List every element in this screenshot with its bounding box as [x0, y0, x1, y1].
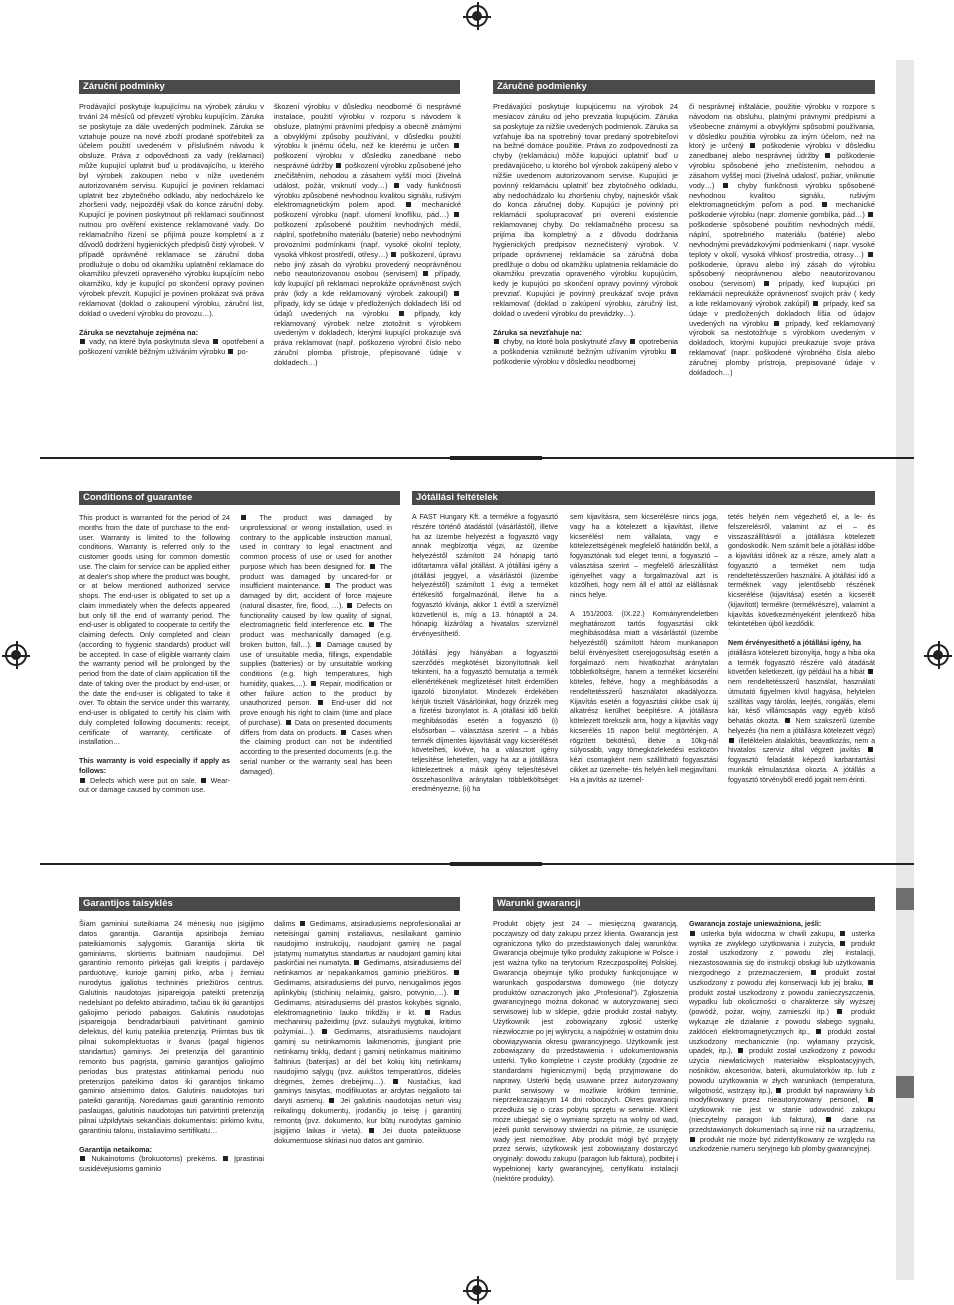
section-text-column — [493, 919, 678, 1193]
bullet-square-icon — [837, 1009, 842, 1014]
section-text-column — [79, 102, 264, 366]
paragraph: Defects which were put on sale. Wear-out or damage caused by common use. — [79, 775, 231, 795]
bullet-square-icon — [822, 202, 827, 207]
bullet-square-icon — [336, 163, 341, 168]
bullet-square-icon — [454, 212, 459, 217]
bullet-square-icon — [80, 778, 85, 783]
bullet-square-icon — [785, 718, 790, 723]
bullet-square-icon — [347, 603, 352, 608]
section-text-column — [689, 919, 875, 1163]
bullet-square-icon — [774, 321, 779, 326]
bullet-square-icon — [311, 681, 316, 686]
section-divider — [40, 863, 914, 865]
registration-mark-bottom — [466, 1279, 488, 1301]
paragraph: Garantija netaikoma: — [79, 1144, 153, 1154]
paragraph: The product was damaged by unprofessional or wrong installation, used in contrary to the applicable instruction manual, used in contrary to legal enactment and common process of use or used for another purpose which has been designed for. The product was damaged by uncared-for or insufficient maintenance. The product was damaged by dirt, accident of force majeure (natural disaster, fire, flood, …). Defects on functionality caused by low quality of signal, electromagnetic field interference etc. The product was mechanically damaged (e.g. broken button, fall…). Damage caused by use of unsuitable media, fillings, expendable supplies (batteries) or by unsuitable working conditions (e.g. high temperatures, high humidity, quakes,…). Repair, modification or other failure action to the product by unauthorized person. End-user did not prove enough his right to claim (time and place of purchase). Data on presented documents differs from data on products. Cases when the claiming product can not be indentified according to the presented documents (e.g. the serial number or the warranty seal has been damaged). — [240, 513, 393, 776]
paragraph: Nem érvényesíthető a jótállási igény, ha — [728, 640, 862, 647]
bullet-square-icon — [826, 1117, 831, 1122]
bullet-square-icon — [825, 153, 830, 158]
section-title-lt: Garantijos taisyklės — [79, 897, 460, 911]
paragraph: chyby, na ktoré bola poskytnuté zľavy opotrebenia a poškodenia vzniknuté bežným užívaním výrobku poškodenie výrobku v dôsledku neodbornej — [493, 337, 678, 367]
bullet-square-icon — [201, 778, 206, 783]
paragraph: Záruka se nevztahuje zejména na: — [79, 327, 199, 337]
section-text-column — [570, 513, 718, 794]
bullet-square-icon — [840, 941, 845, 946]
paragraph: usterka była widoczna w chwili zakupu, usterka wynika ze zwykłego użytkowania i zużycia, produkt został uszkodzony z powodu złej instalacji, niezastosowania się do instrukcji obsługi lub użytkowania niezgodnego z przeznaczeniem, produkt został uszkodzony z powodu złej konserwacji lub jej braku, produkt został uszkodzony z powodu zanieczyszczenia, wypadku lub okoliczności o charakterze siły wyższej (powódź, pożar, wojny, zamieszki itp.) produkt wykazuje złe działanie z powodu słabego sygnału, zakłóceń elektromagnetycznych itp., produkt został uszkodzony mechanicznie (np. wyłamany przycisk, upadek, itp.), produkt został uszkodzony z powodu użycia niewłaściwych materiałów eksploatacyjnych, nośników, akcesoriów, baterii, akumulatorków itp. lub z powodu użytkowania w złych warunkach (temperatura, wilgotność, wstrząsy itp.), produkt był naprawiany lub modyfikowany przez nieautoryzowany personel, użytkownik nie jest w stanie udowodnić zakupu (nieczytelny paragon lub faktura), dane na przedstawionych dokumentach są inne niż na urządzeniu, produkt nie może być zidentyfikowany ze względu na uszkodzenie numeru seryjnego lub plomby gwarancyjnej. — [689, 928, 875, 1154]
paragraph: This product is warranted for the period of 24 months from the date of purchase to the end-user. Warranty is limited to the following conditions. Warranty is referred only to the customer goods using for common domestic use. The claim for service can be applied either at dealer's shop where the product was bought, or at below mentioned authorized service shops. The end-user is obligated to set up a claim immediately when the defects appeared but only till the end of warranty period. The end-user is obligated to cooperate to certify the claiming defects. Only completed and clean (according to hygienic standards) product will be accepted. In case of eligible warranty claim the warranty period will be prolonged by the period from the date of claim application till the date of taking over the product by end-user, or the date the end-user is obligated to take it over. To obtain the service under this warranty, end-user is obligated to certify his claim with duly completed following documents: receipt, certificate of warranty, certificate of installation… — [79, 513, 230, 747]
section-text-column — [240, 513, 392, 785]
section-text-column — [79, 919, 264, 1183]
section-text-column — [79, 513, 230, 804]
paragraph: Záruka sa nevzťahuje na: — [493, 327, 582, 337]
bullet-square-icon — [399, 311, 404, 316]
paragraph: či nesprávnej inštalácie, použitie výrobku v rozpore s návodom na obsluhu, platnými právnymi predpismi a všeobecne známymi a obvyklými spôsobmi používania, v dôsledku použitia výrobku za iným účelom, než na ktorý je určený poškodenie výrobku v dôsledku zanedbanej alebo nesprávnej údržby poškodenie výrobku spôsobené jeho znečistením, nehodou a zásahom vyššej moci (živelná udalosť, požiar, vniknutie vody…) chyby funkčnosti výrobku spôsobené nevhodnou kvalitou signálu, rušivým elektromagnetickým poľom a pod. mechanické poškodenie výrobku (napr. zlomenie gombíka, pád…) poškodenie spôsobené použitím nevhodných médií, náplní, spotrebného materiálu (batérie) alebo nevhodnými prevádzkovými podmienkami ( napr. vysoké teploty v okolí, vysoká vlhkosť prostredia, otrasy…) poškodenie, úpravu alebo iný zásah do výrobku spôsobený neoprávnenou alebo neautorizovanou osobou (servisom) prípady, keď kupujúci pri reklamácii nepreukáže oprávnenosť svojich práv ( kedy a kde reklamovaný výrobok zakúpil) prípady, keď sa údaje v predložených dokladoch líšia od údajov uvedených na výrobku prípady, keď reklamovaný výrobok sa nestotožňuje s výrobkom uvedeným v dokladoch, ktorými kupujúci preukazuje svoje práva reklamovať (napr. poškodené výrobného čísla alebo záručnej plomby prístroja, prepisované údaje v dokladoch…) — [689, 102, 876, 377]
registration-mark-right — [927, 644, 949, 666]
bullet-square-icon — [454, 990, 459, 995]
bullet-square-icon — [630, 339, 635, 344]
bullet-square-icon — [868, 669, 873, 674]
bullet-square-icon — [393, 1079, 398, 1084]
bullet-square-icon — [868, 1097, 873, 1102]
bullet-square-icon — [454, 291, 459, 296]
bullet-square-icon — [341, 730, 346, 735]
bullet-square-icon — [738, 1048, 743, 1053]
bullet-square-icon — [868, 747, 873, 752]
bullet-square-icon — [394, 183, 399, 188]
bullet-square-icon — [369, 622, 374, 627]
bullet-square-icon — [423, 271, 428, 276]
registration-mark-left — [5, 644, 27, 666]
bullet-square-icon — [354, 960, 359, 965]
bullet-square-icon — [750, 143, 755, 148]
paragraph: A FAST Hungary Kft. a termékre a fogyasztó részére történő átadástól (vásárlástól), illetve ha az üzembe helyezést a fogyasztó vagy annak megbízottja végzi, az üzembe helyezéstől számított 24 hónapig tartó időtartamra vállal jótállást. A jótállási igény a jótállási jeggyel, a vásárlástól (üzembe helyezéstől) számított 1 évig a terméket értékesítő forgalmazónál, illetve ha a fogyasztó kívánja, akkor 1 évtől a szervíznél közvetlenül is, míg a 13. hónaptól a 24. hónapig kizárólag a hivatalos szervíznél érvényesíthető. — [412, 514, 558, 638]
section-text-column — [274, 102, 461, 377]
section-title-hu: Jótállási feltételek — [412, 491, 875, 505]
bullet-square-icon — [241, 515, 246, 520]
paragraph: Prodávající poskytuje kupujícímu na výrobek záruku v trvání 24 měsíců od převzetí výrobku kupujícím. Záruka se poskytuje za dále uvedených podmínek. Záruka se vztahuje pouze na nové zboží prodané spotřebiteli za účelem použití uvedeném v příslušném návodu k obsluze. Práva z odpovědnosti za vady (reklamaci) může kupující uplatnit buď u prodávajícího, u kterého byl výrobek zakoupen nebo v níže uvedeném autorizovaném servisu. Kupující je povinen reklamaci uplatnit bez zbytečného odkladu, aby nedocházelo ke zhoršení vady, nejpozději však do konce záruční doby. Kupující je povinen poskytnout při reklamaci součinnost nutnou pro ověření existence reklamované vady. Do reklamačního řízení se přijímá pouze kompletní a z důvodů dodržení hygienických předpisů čistý výrobek. V případě oprávněné reklamace se záruční doba prodlužuje o dobu od okamžiku uplatnění reklamace do okamžiku převzetí opraveného výrobku kupujícím nebo okamžiku, kdy je kupující po skončení opravy povinen výrobek převzít. Kupující je povinen prokázat svá práva reklamovat (doklad o zakoupení výrobku, záruční list, doklad o uvedení výrobku do provozu…). — [79, 102, 264, 318]
section-title-cz: Záruční podmínky — [79, 80, 460, 94]
bullet-square-icon — [723, 183, 728, 188]
bullet-square-icon — [391, 252, 396, 257]
section-text-column — [689, 102, 875, 387]
paragraph: dalims Gedimams, atsiradusiems neprofesionaliai ar neteisingai gaminį instaliavus, nesilaikant gaminio naudojimo instrukcijų, naudojant gaminį ne pagal įstatymų numatytus standartus ar naudojant gaminį kitai paskirčiai nei numatyta. Gedimams, atsiradusiems dėl netinkamos ar nepakankamos gaminio priežiūros. Gedimams, atsiradusiems dėl purvo, nenugalimos jėgos aplinkybių (stichinių nelaimių, gaisro, potvynio,…). Gedimams, atsiradusiems dėl prastos kokybės signalo, elektromagnetinio lauko trikdžių ir kt. Radus mechaninių pažeidimų (pvz. sulaužyti mygtukai, kritimo požymiai…). Gedimams, atsiradusiems naudojant gaminį su netinkamomis laikmenomis, įjungiant prie netinkamų tinklų, dedant į gaminį netinkamus maitinimo šaltinius (baterijas) ar dėl bet kokių kitų netinkamų naudojimo sąlygų (pvz. aukštos temperatūros, didelės drėgmės, žemės drebėjimų…). Nustačius, kad gaminys taisytas, modifikuotas ar ardytas neįgalioto tai daryti asmenų. Jei galutinis naudotojas neturi visų reikalingų dokumentų, įrodančių jo teisę į garantinį remontą (pvz. dokumento, kur būtų nurodytas gaminio įsigijimo laikas ir vieta). Jei duota pateiktuose dokumentuose skiriasi nuo datos ant gaminio. — [274, 919, 462, 1145]
bullet-square-icon — [80, 1156, 85, 1161]
margin-tab — [896, 1076, 914, 1098]
bullet-square-icon — [690, 931, 695, 936]
bullet-square-icon — [316, 642, 321, 647]
bullet-square-icon — [494, 339, 499, 344]
paragraph: tetés helyén nem végezhető el, a le- és felszerelésről, valamint az el – és visszaszállításról a jótállásra kötelezett gondoskodik. Nem számít bele a jótállási időbe a kijavítási időnek az a része, amely alatt a fogyasztó a terméket nem tudja rendeltetésszerűen használni. A jótállási idő a terméknek vagy jelentősebb részének kicserélése (kijavítása) esetén a kicserélt (kijavított) termékre (termékrészre), valamint a kijavítás következményeként jelentkező hiba tekintetében újból kezdődik. — [728, 514, 875, 629]
bullet-square-icon — [286, 720, 291, 725]
bullet-square-icon — [764, 281, 769, 286]
bullet-square-icon — [223, 1156, 228, 1161]
bullet-square-icon — [228, 349, 233, 354]
paragraph: Predávajúci poskytuje kupujúcemu na výrobok 24 mesiacov záruku od jeho prevzatia kupujúcim. Záruka sa poskytuje za nižšie uvedených podmienok. Záruka sa vzťahuje iba na spotrebný tovar predaný spotrebiteľovi na bežné domáce použitie. Práva zo zodpovednosti za chyby (reklamáciu) môže kupujúci uplatniť buď u predávajúceho, u ktorého bol výrobok zakúpený alebo v nižšie uvedenom autorizovanom servise. Kupujúci je povinný reklamáciu uplatniť bez zbytočného odkladu, aby nedochádzalo ku zhoršeniu chyby, najneskôr však do konca záručnej doby. Kupujúci je povinný pri reklamácii spolupracovať pri overení existencie reklamovanej chyby. Do reklamačného procesu sa prijíma iba kompletný a z dôvodu dodržania hygienických predpisov neznečistený výrobok. V prípade oprávnenej reklamácie sa záručná doba predlžuje o dobu od okamžiku uplatnenia reklamácie do okamžiku prevzatia opraveného výrobku kupujúcim, kedy je kupujúci po skončení opravy povinný výrobok prevziať. Kupujúci je povinný preukázať svoje práva reklamovať (doklad o zakúpení výrobku, záručný list, doklad o uvedení výrobku do prevádzky…). — [493, 102, 678, 318]
bullet-square-icon — [690, 1137, 695, 1142]
bullet-square-icon — [811, 970, 816, 975]
bullet-square-icon — [454, 970, 459, 975]
bullet-square-icon — [454, 143, 459, 148]
bullet-square-icon — [322, 1029, 327, 1034]
bullet-square-icon — [868, 212, 873, 217]
bullet-square-icon — [840, 931, 845, 936]
bullet-square-icon — [80, 339, 85, 344]
bullet-square-icon — [816, 1029, 821, 1034]
bullet-square-icon — [213, 339, 218, 344]
bullet-square-icon — [300, 921, 305, 926]
section-title-en: Conditions of guarantee — [79, 491, 400, 505]
bullet-square-icon — [868, 980, 873, 985]
section-text-column — [493, 102, 678, 376]
section-title-pl: Warunki gwarancji — [493, 897, 875, 911]
bullet-square-icon — [369, 1128, 374, 1133]
bullet-square-icon — [370, 564, 375, 569]
margin-tab — [896, 888, 914, 910]
paragraph: Produkt objęty jest 24 – miesięczną gwarancją, począwszy od daty zakupu przez klienta. Gwarancja jest ograniczona tylko do przedstawionych dalej warunków. Gwarancja obejmuje tylko produkty zakupione w Polsce i jest ważna tylko na terytorium Rzeczpospolitej Polskiej. Gwarancja obejmuje tylko produkty funkcjonujące w warunkach gospodarstwa domowego (nie dotyczy produktów oznaczonych jako „Profesional"). Zgłoszenia gwarancyjnego można dokonać w autoryzowanej sieci serwisowej lub w sklepie, gdzie produkt został nabyty. Użytkownik jest zobowiązany zgłosić usterkę niezwłocznie po jej wykryciu, a najpóźniej w ostatnim dniu obowiązywania okresu gwarancyjnego. Użytkownik jest zobowiązany do przedstawienia i udokumentowania usterki. Tylko kompletne i czyste produkty (zgodnie ze standardami higienicznymi) będą przyjmowane do naprawy. Usterki będą usuwane przez autoryzowany punkt serwisowy w możliwie krótkim terminie, nieprzekraczającym 14 dni roboczych. Okres gwarancji przedłuża się o czas pobytu sprzętu w serwisie. Klient może ubiegać się o wymianę sprzętu na wolny od wad, jeżeli punkt serwisowy stwierdzi na piśmie, że usunięcie wady jest niemożliwe. Aby produkt mógł być przyjęty przez serwis, użytkownik jest zobowiązany dostarczyć oryginały: dowodu zakupu (paragon lub faktura), podbitej i wypełnionej karty gwarancyjnej, certyfikatu instalacji (niektóre produkty). — [493, 919, 678, 1183]
bullet-square-icon — [868, 252, 873, 257]
section-text-column — [728, 513, 875, 794]
bullet-square-icon — [729, 738, 734, 743]
bullet-square-icon — [671, 349, 676, 354]
paragraph: Gwarancja zostaje unieważniona, jeśli: — [689, 919, 822, 928]
section-title-sk: Záručné podmienky — [493, 80, 875, 94]
paragraph: A 151/2003. (IX.22.) Kormányrendeletben meghatározott tartós fogyasztási cikk meghibásodása miatt a vásárlástól (üzembe helyezéstől) számított három munkanapon belül érvényesített cserejogosultság esetén a forgalmazó nem hivatkozhat aránytalan többletköltségre, hanem a terméket kicserélni köteles, feltéve, hogy a meghibásodás a rendeltetésszerű használatot akadályozza. Kijavítás esetén a fogyasztási cikkbe csak új alkatrész kerülhet beépítésre. A jótállásra kötelezett törekszik arra, hogy a kijavítás vagy kicserélés 15 napon belül megtörténjen. A rögzített bekötésű, illetve a 10kg-nál súlyosabb, vagy tömegközlekedési eszközön kézi csomagként nem szállítható fogyasztási cikket az üzemelte- tés helyén kell megjavítani. Ha a javítás az üzemel- — [570, 610, 718, 784]
paragraph: sem kijavításra, sem kicserélésre nincs joga, vagy ha a kötelezett a kijavítást, illetve kicserélést nem vállalata, vagy e kötelezettségének megfelelő határidőn belül, a fogyasztónak tud eleget tenni, a fogyasztó – választása szerint – megfelelő árleszállítást igényelhet vagy a forgalmazóval azt is közölheti, hogy nem áll el attól az elállásnak nincs helye. — [570, 514, 718, 599]
paragraph: vady, na které byla poskytnuta sleva opotřebení a poškození vzniklé běžným užíváním výrobku po- — [79, 337, 264, 357]
paragraph: Šiam gaminiui suteikiama 24 mėnesių nuo įsigijimo datos garantija. Garantija apsiriboja žemiau pateikiamomis sąlygomis. Garantija skirta tik gaminiams, skirtiems buitiniam naudojimui. Dėl garantinio remonto pirkėjas gali kreiptis į pardavėjo parduotuvę, kurioje gaminį pirko, arba į žemiau nurodytus įgaliotus techninės priežiūros centrus. Galutinis naudotojas įsipareigoja pateikti pretenziją nedelsiant po defekto atsiradimo, tačiau tik iki garantijos galiojimo periodo pabaigos. Galutinis naudotojas įsipareigoja bendradarbiauti patvirtinant gaminio defektus, dėl kurių pateikia pretenziją. Priimtas bus tik pilnai sukomplektuotas ir švarus (pagal higienos standartus) gaminys. Jei pretenzija dėl garantinio remonto bus pagrįsta, gaminio garantijos galiojimo periodas bus pratęstas atitinkamai periodu nuo pretenzijos pateikimo datos iki garantijos tinkamo gaminio atsiėmimo datos. Galutinis naudotojas turi pateikti garantiją. Norėdamas gauti garantinio remonto paslaugas, galutinis naudotojas turi patvirtinti pretenziją pilnai užpildytais sekančiais dokumentais: pirkimo kvitu, garantiniu talonu, instaliavimo sertifikatu… — [79, 919, 264, 1135]
bullet-square-icon — [776, 1088, 781, 1093]
section-text-column — [412, 513, 558, 804]
bullet-square-icon — [318, 700, 323, 705]
paragraph: Jótállási jegy hiányában a fogyasztói szerződés megkötését bizonyítottnak kell tekinteni, ha a fogyasztó bemutatja a termék ellenértékének megfizetését hitelt érdemlően igazoló bizonylatot. Mindezek érdekében kérjük tisztelt Vásárlóinkat, hogy őrizzék meg a fizetési bizonylatot is. A jótállási idő belüli meghibásodás esetén a fogyasztó (i) elsősorban – választása szerint – a hibás termék díjmentes kijavítását vagy kicserélését követelheti, kivéve, ha a választott igény teljesítése lehetetlen, vagy ha az a jótállásra kötelezettnek a másik igény teljesítésével összehasonlítva aránytalan többletköltséget eredményezne, (ii) ha — [412, 649, 558, 794]
section-divider — [40, 457, 914, 459]
paragraph: Nukainotoms (brokuotoms) prekėms. Įprastinai susidėvėjusioms gaminio — [79, 1154, 265, 1174]
bullet-square-icon — [425, 1010, 430, 1015]
bullet-square-icon — [813, 301, 818, 306]
section-text-column — [274, 919, 461, 1154]
bullet-square-icon — [406, 202, 411, 207]
registration-mark-top — [466, 5, 488, 27]
bullet-square-icon — [325, 583, 330, 588]
paragraph: This warranty is void especially if apply as follows: — [79, 756, 230, 775]
bullet-square-icon — [329, 1098, 334, 1103]
paragraph: jótállásra kötelezett bizonyítja, hogy a hiba oka a termék fogyasztó részére való átadását követően keletkezett, így például ha a hibát nem rendeltetésszerű használat, használati útmutató figyelmen kívül hagyása, helytelen szállítás vagy tárolás, leejtés, rongálás, elemi kár, késő villámcsapás vagy egyéb külső behatás okozta. Nem szakszerű üzembe helyezés (ha nem a jótállásra kötelezett végzi) illetéktelen átalakítás, beavatkozás, nem a hivatalos szerviz által végzett javítás fogyasztó feladatát képező karbantartási munkák elmulasztása okozta. A jótállás a fogyasztó törvényből eredő jogait nem érinti. — [728, 649, 875, 784]
paragraph: škození výrobku v důsledku neodborné či nesprávné instalace, použití výrobku v rozporu s návodem k obsluze, platnými právními předpisy a obecně známými a obvyklými způsoby používání, v důsledku použití výrobku k jinému účelu, než ke kterému je určen poškození výrobku v důsledku zanedbané nebo nesprávné údržby poškození výrobku způsobené jeho znečištěním, nehodou a zásahem vyšší moci (živelná událost, požár, vniknutí vody…) vady funkčnosti výrobku způsobené nevhodnou kvalitou signálu, rušivým elektromagnetickým polem apod. mechanické poškození výrobku (např. ulomení knoflíku, pád…) poškození způsobené použitím nevhodných médií, náplní, spotřebního materiálu (baterie) nebo nevhodnými provozními podmínkami (např. vysoké okolní teploty, vysoká vlhkost prostředí, otřesy…) poškození, úpravu nebo jiný zásah do výrobku provedený neoprávněnou nebo neautorizovanou osobou (servisem) případy, kdy kupující při reklamaci neprokáže oprávněnost svých práv (kdy a kde reklamovaný výrobek zakoupil) případy, kdy se údaje v předložených dokladech liší od údajů uvedených na výrobku případy, kdy reklamovaný výrobek nelze ztotožnit s výrobkem uvedeným v dokladech, kterými kupující prokazuje svá práva reklamovat (např. poškozeno výrobní číslo nebo záruční plomba přístroje, přepisované údaje v dokladech…) — [274, 102, 462, 367]
